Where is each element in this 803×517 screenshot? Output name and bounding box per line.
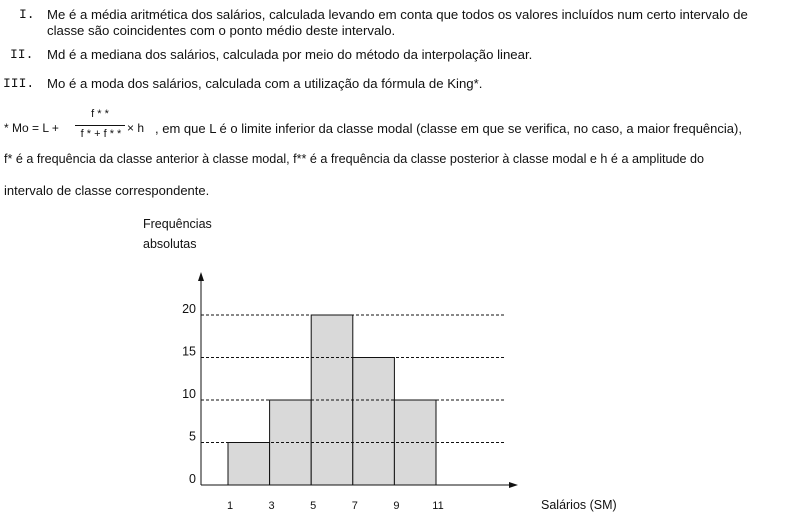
y-tick-label: 5	[189, 429, 196, 444]
item-2-numeral: II.	[10, 47, 34, 62]
x-axis-arrow-icon	[509, 482, 518, 488]
item-2-text: Md é a mediana dos salários, calculada por meio do método da interpolação linear.	[47, 47, 533, 62]
y-axis-label-line1: Frequências	[143, 217, 212, 231]
formula-lhs: * Mo = L +	[4, 121, 59, 135]
x-tick-label: 11	[432, 500, 444, 512]
histogram-bar-1	[228, 443, 270, 486]
y-tick-label: 0	[189, 472, 196, 486]
x-axis-label: Salários (SM)	[541, 498, 617, 512]
note-line-2: f* é a frequência da classe anterior à classe modal, f** é a frequência da classe posterior à classe modal e h é a amplitude do	[4, 152, 705, 166]
item-1-text-line1: Me é a média aritmética dos salários, calculada levando em conta que todos os valores incluídos num certo intervalo de	[47, 7, 748, 22]
x-tick-label: 3	[268, 500, 275, 512]
y-axis-arrow-icon	[198, 272, 204, 281]
item-1-text-line2: classe são coincidentes com o ponto médio deste intervalo.	[47, 23, 396, 38]
y-tick-label: 20	[182, 302, 196, 316]
histogram-bar-2	[270, 400, 312, 485]
y-tick-label: 15	[182, 344, 196, 359]
item-1-numeral: I.	[19, 7, 35, 22]
formula-denominator: f * + f * *	[80, 128, 122, 140]
x-tick-label: 5	[310, 500, 317, 512]
y-tick-label: 10	[182, 387, 196, 401]
histogram-bar-4	[353, 358, 395, 486]
histogram-bar-5	[394, 400, 436, 485]
formula-numerator: f * *	[91, 108, 109, 120]
y-axis-label-line2: absolutas	[143, 237, 197, 251]
note-line-3: intervalo de classe correspondente.	[4, 183, 210, 198]
note-line-1: , em que L é o limite inferior da classe modal (classe em que se verifica, no caso, a maior frequência),	[155, 121, 742, 136]
item-3-numeral: III.	[3, 76, 35, 91]
formula-rhs: × h	[127, 121, 145, 135]
x-tick-label: 7	[351, 500, 358, 512]
x-tick-label: 9	[393, 500, 400, 512]
item-3-text: Mo é a moda dos salários, calculada com a utilização da fórmula de King*.	[47, 76, 483, 91]
x-tick-label: 1	[226, 500, 234, 512]
